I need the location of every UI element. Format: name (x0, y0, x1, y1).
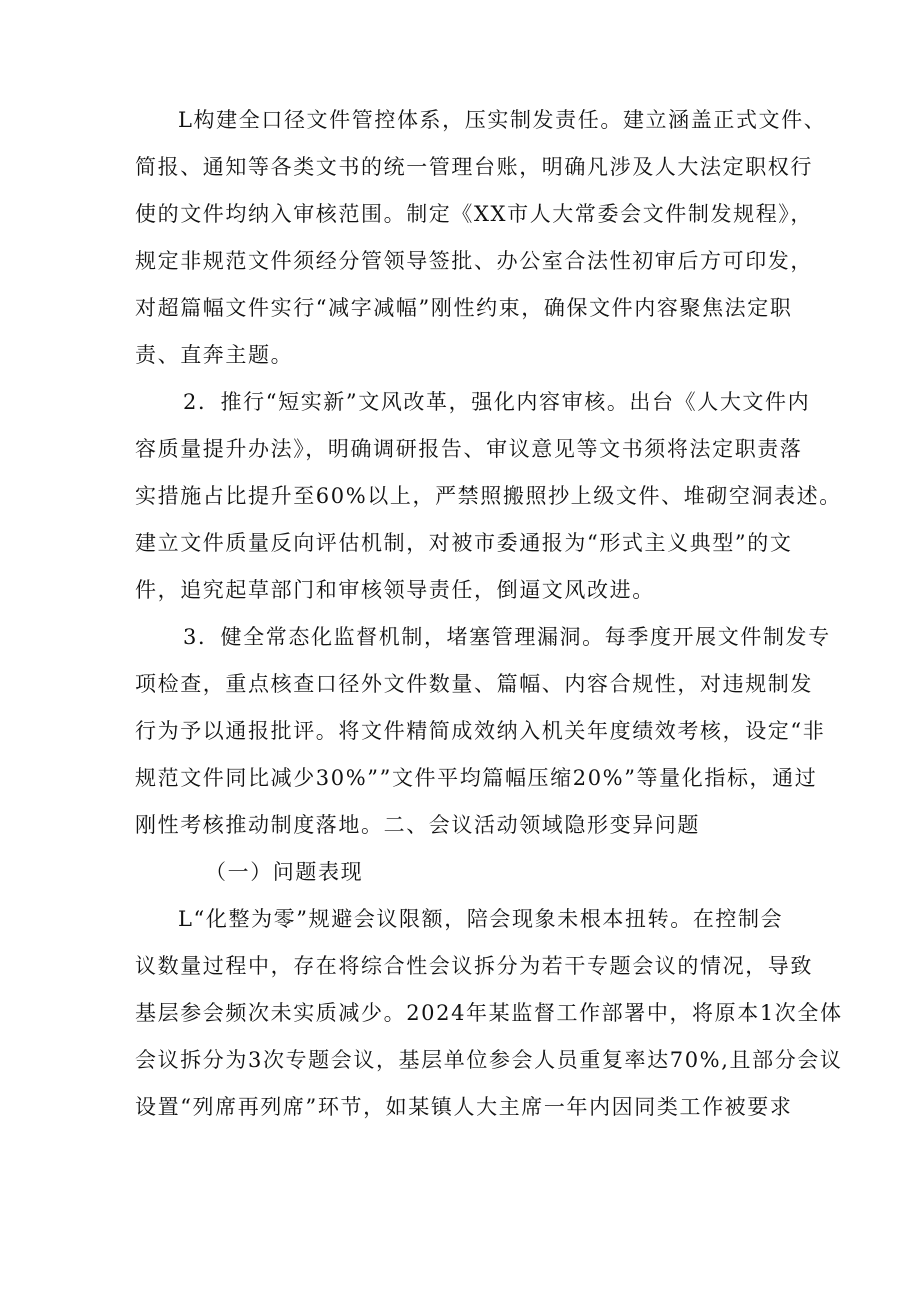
paragraph-2-line-1: 2．推行“短实新”文风改革，强化内容审核。出台《人大文件内 (183, 390, 811, 414)
section-heading: （一）问题表现 (205, 860, 364, 884)
paragraph-1-line-2: 简报、通知等各类文书的统一管理台账，明确凡涉及人大法定职权行 (135, 155, 813, 179)
paragraph-1-line-1: L构建全口径文件管控体系，压实制发责任。建立涵盖正式文件、 (178, 108, 827, 132)
paragraph-1-line-4: 规定非规范文件须经分管领导签批、办公室合法性初审后方可印发， (135, 249, 813, 273)
paragraph-2-line-2: 容质量提升办法》，明确调研报告、审议意见等文书须将法定职责落 (135, 437, 803, 461)
paragraph-3-line-3: 行为予以通报批评。将文件精简成效纳入机关年度绩效考核，设定“非 (135, 719, 826, 743)
paragraph-3-line-2: 项检查，重点核查口径外文件数量、篇幅、内容合规性，对违规制发 (135, 672, 813, 696)
paragraph-1-line-5: 对超篇幅文件实行“减字减幅”刚性约束，确保文件内容聚焦法定职 (135, 296, 793, 320)
paragraph-3-line-4: 规范文件同比减少30%””文件平均篇幅压缩20%”等量化指标，通过 (135, 766, 818, 790)
paragraph-2-line-5: 件，追究起草部门和审核领导责任，倒逼文风改进。 (135, 578, 655, 602)
paragraph-1-line-3: 使的文件均纳入审核范围。制定《XX市人大常委会文件制发规程》， (135, 202, 813, 226)
paragraph-4-line-3: 基层参会频次未实质减少。2024年某监督工作部署中，将原本1次全体 (135, 1001, 843, 1025)
paragraph-3-line-1: 3．健全常态化监督机制，堵塞管理漏洞。每季度开展文件制发专 (183, 625, 831, 649)
paragraph-4-line-2: 议数量过程中，存在将综合性会议拆分为若干专题会议的情况，导致 (135, 954, 813, 978)
paragraph-2-line-4: 建立文件质量反向评估机制，对被市委通报为“形式主义典型”的文 (135, 531, 793, 555)
paragraph-4-line-5: 设置“列席再列席”环节，如某镇人大主席一年内因同类工作被要求 (135, 1095, 793, 1119)
paragraph-4-line-1: L“化整为零”规避会议限额，陪会现象未根本扭转。在控制会 (178, 907, 784, 931)
paragraph-3-line-5: 刚性考核推动制度落地。二、会议活动领域隐形变异问题 (135, 813, 700, 837)
paragraph-4-line-4: 会议拆分为3次专题会议，基层单位参会人员重复率达70%,且部分会议 (135, 1048, 843, 1072)
paragraph-2-line-3: 实措施占比提升至60%以上，严禁照搬照抄上级文件、堆砌空洞表述。 (135, 484, 842, 508)
paragraph-1-line-6: 责、直奔主题。 (135, 343, 294, 367)
